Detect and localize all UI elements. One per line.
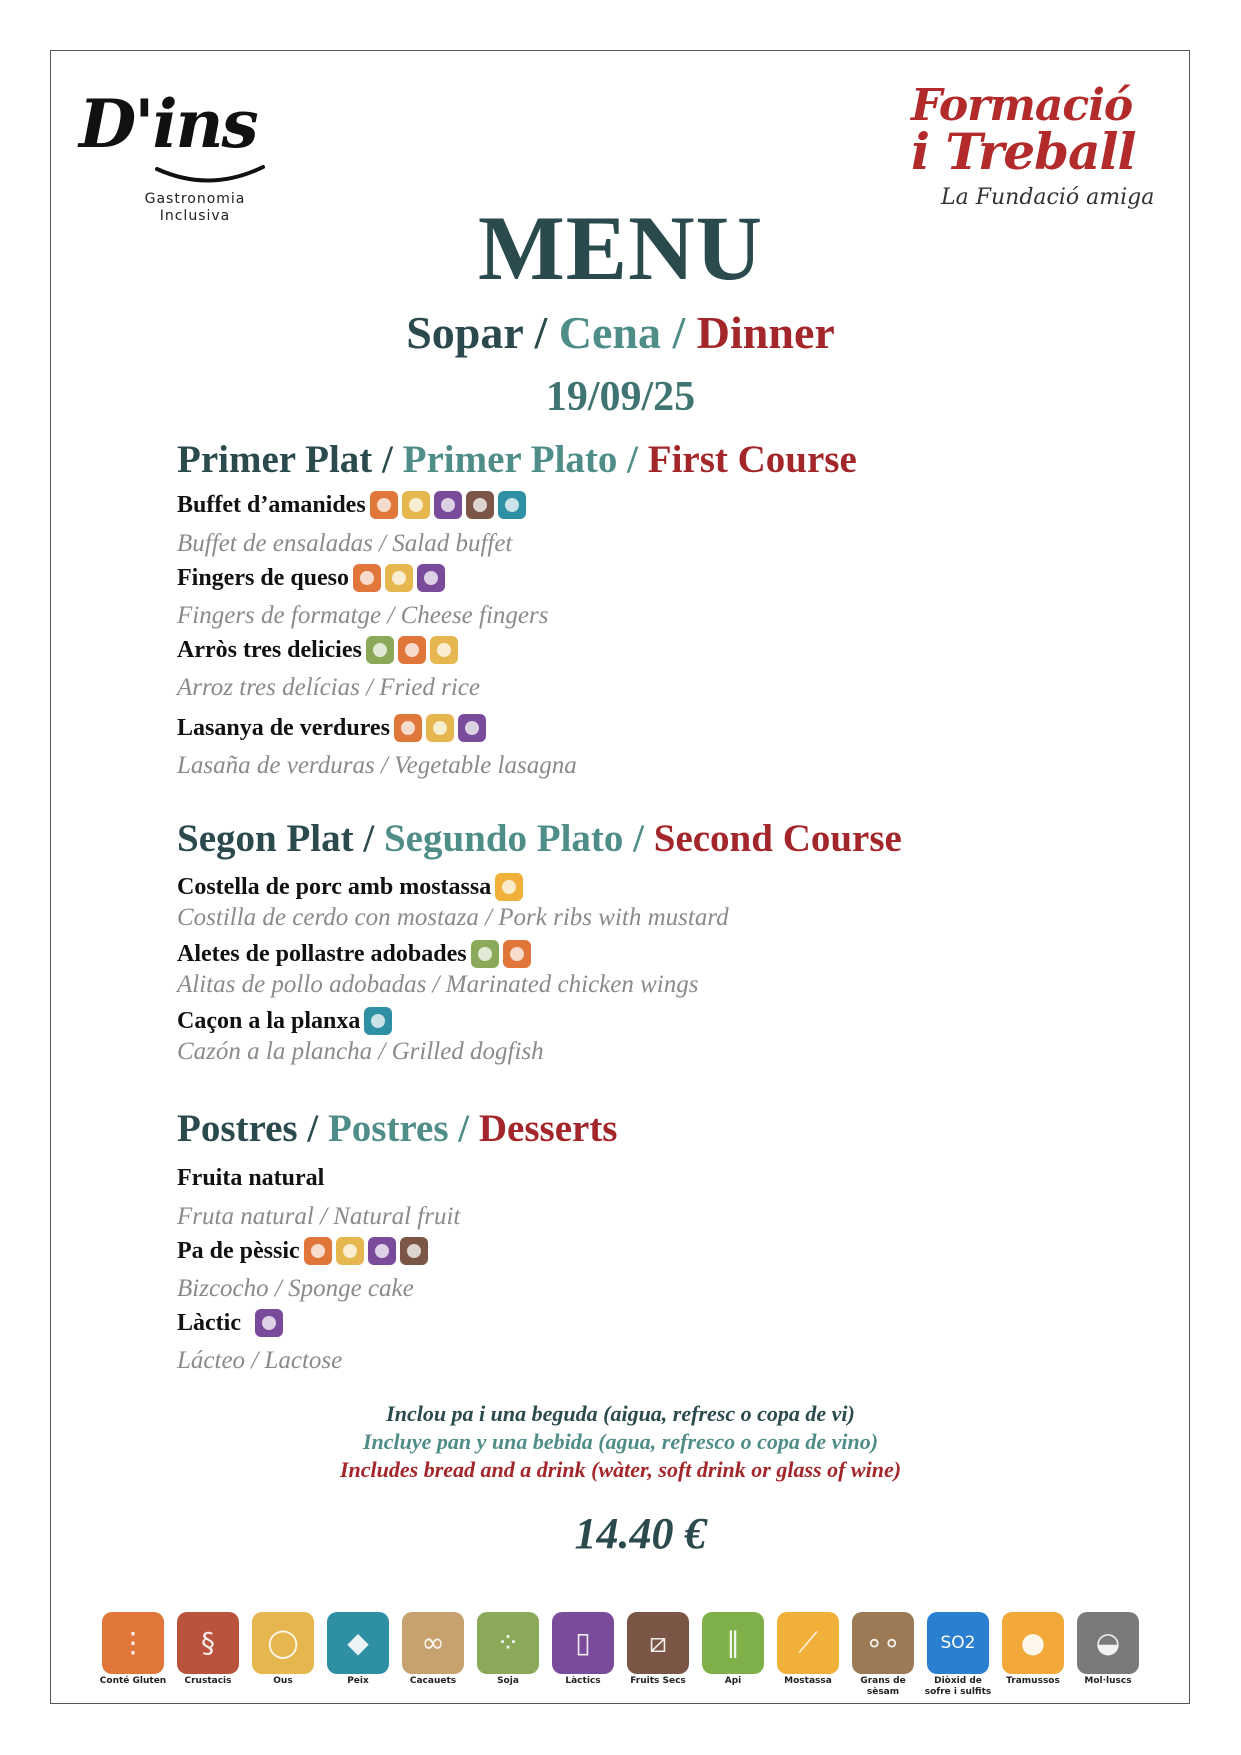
gluten-icon xyxy=(353,564,381,592)
menu-item xyxy=(177,1308,283,1338)
milk-icon: ▯ xyxy=(552,1612,614,1674)
menu-item xyxy=(177,635,458,665)
dish-description: Cazón a la plancha / Grilled dogfish xyxy=(177,1038,544,1065)
dish-description: Fingers de formatge / Cheese fingers xyxy=(177,602,549,629)
nuts-icon: ⧄ xyxy=(627,1612,689,1674)
section-heading-first-course: Primer Plat / Primer Plato / First Course xyxy=(177,438,857,481)
fish-icon xyxy=(498,491,526,519)
dins-logo-swoosh xyxy=(155,163,265,189)
menu-item xyxy=(177,490,526,520)
menu-price: 14.40 € xyxy=(574,1509,707,1558)
milk-icon xyxy=(434,491,462,519)
meal-subtitle: Sopar / Cena / Dinner xyxy=(406,307,835,358)
menu-item xyxy=(177,1163,324,1193)
dish-name: Lasanya de verdures xyxy=(177,715,390,741)
dish-description: Lasaña de verduras / Vegetable lasagna xyxy=(177,752,577,779)
legend-item-peanuts: ∞ Cacauets xyxy=(395,1612,471,1687)
dish-name: Aletes de pollastre adobades xyxy=(177,941,467,967)
gluten-icon xyxy=(394,714,422,742)
page-title: MENU xyxy=(477,197,764,299)
dins-logo-word: D'ins xyxy=(79,85,257,163)
legend-item-crustaceans: § Crustacis xyxy=(170,1612,246,1687)
legend-item-sulphites: SO2 Diòxid de sofre i sulfits xyxy=(920,1612,996,1698)
legend-item-fish: ◆ Peix xyxy=(320,1612,396,1687)
menu-date: 19/09/25 xyxy=(545,374,696,420)
nuts-icon xyxy=(400,1237,428,1265)
fit-logo-line2: i Treball xyxy=(911,122,1136,181)
legend-item-mustard: ⟋ Mostassa xyxy=(770,1612,846,1687)
note-spanish: Incluye pan y una bebida (agua, refresco o copa de vino) xyxy=(362,1429,879,1454)
legend-item-eggs: ◯ Ous xyxy=(245,1612,321,1687)
egg-icon xyxy=(426,714,454,742)
egg-icon xyxy=(336,1237,364,1265)
gluten-icon xyxy=(370,491,398,519)
menu-item xyxy=(177,1236,428,1266)
nuts-icon xyxy=(466,491,494,519)
allergen-legend xyxy=(95,1612,1155,1707)
gluten-icon: ⋮ xyxy=(102,1612,164,1674)
egg-icon: ◯ xyxy=(252,1612,314,1674)
legend-item-lupin: ● Tramussos xyxy=(995,1612,1071,1687)
mustard-icon: ⟋ xyxy=(777,1612,839,1674)
fit-logo-tagline: La Fundació amiga xyxy=(941,185,1155,210)
soy-icon xyxy=(471,940,499,968)
dish-name: Làctic xyxy=(177,1310,241,1336)
dins-logo-subtitle: Gastronomia Inclusiva xyxy=(144,191,246,224)
milk-icon xyxy=(458,714,486,742)
note-catalan: Inclou pa i una beguda (aigua, refresc o copa de vi) xyxy=(386,1401,855,1426)
menu-item xyxy=(177,1006,392,1036)
egg-icon xyxy=(402,491,430,519)
dish-name: Buffet d’amanides xyxy=(177,492,366,518)
dish-name: Pa de pèssic xyxy=(177,1238,300,1264)
dish-description: Fruta natural / Natural fruit xyxy=(177,1203,461,1230)
lupin-icon: ● xyxy=(1002,1612,1064,1674)
gluten-icon xyxy=(398,636,426,664)
dish-description: Alitas de pollo adobadas / Marinated chicken wings xyxy=(177,971,699,998)
soy-icon: ⁘ xyxy=(477,1612,539,1674)
fish-icon: ◆ xyxy=(327,1612,389,1674)
legend-item-celery: ∥ Api xyxy=(695,1612,771,1687)
menu-item xyxy=(177,939,531,969)
celery-icon: ∥ xyxy=(702,1612,764,1674)
legend-item-nuts: ⧄ Fruits Secs xyxy=(620,1612,696,1687)
egg-icon xyxy=(430,636,458,664)
section-heading-desserts: Postres / Postres / Desserts xyxy=(177,1107,618,1150)
peanut-icon: ∞ xyxy=(402,1612,464,1674)
menu-item xyxy=(177,713,486,743)
fit-logo-line1: Formació xyxy=(911,80,1133,131)
fish-icon xyxy=(364,1007,392,1035)
sulphite-icon: SO2 xyxy=(927,1612,989,1674)
egg-icon xyxy=(385,564,413,592)
dish-name: Fingers de queso xyxy=(177,565,350,591)
sesame-icon: ∘∘ xyxy=(852,1612,914,1674)
section-heading-second-course: Segon Plat / Segundo Plato / Second Course xyxy=(177,817,902,860)
gluten-icon xyxy=(304,1237,332,1265)
note-english: Includes bread and a drink (wàter, soft drink or glass of wine) xyxy=(339,1457,902,1482)
milk-icon xyxy=(368,1237,396,1265)
dish-name: Costella de porc amb mostassa xyxy=(177,874,492,900)
legend-item-dairy: ▯ Làctics xyxy=(545,1612,621,1687)
mustard-icon xyxy=(495,873,523,901)
dish-description: Buffet de ensaladas / Salad buffet xyxy=(177,530,513,557)
soy-icon xyxy=(366,636,394,664)
dish-description: Bizcocho / Sponge cake xyxy=(177,1275,414,1302)
milk-icon xyxy=(417,564,445,592)
dish-name: Caçon a la planxa xyxy=(177,1008,361,1034)
legend-item-soy: ⁘ Soja xyxy=(470,1612,546,1687)
menu-item xyxy=(177,872,523,902)
crustacean-icon: § xyxy=(177,1612,239,1674)
dish-description: Lácteo / Lactose xyxy=(177,1347,343,1374)
legend-item-sesame: ∘∘ Grans de sèsam xyxy=(845,1612,921,1698)
dish-name: Arròs tres delicies xyxy=(177,637,362,663)
milk-icon xyxy=(255,1309,283,1337)
legend-item-molluscs: ◒ Mol·luscs xyxy=(1070,1612,1146,1687)
dish-description: Costilla de cerdo con mostaza / Pork ribs with mustard xyxy=(177,904,729,931)
dish-name: Fruita natural xyxy=(177,1165,325,1191)
legend-item-gluten: ⋮ Conté Gluten xyxy=(95,1612,171,1687)
dish-description: Arroz tres delícias / Fried rice xyxy=(177,674,480,701)
mollusc-icon: ◒ xyxy=(1077,1612,1139,1674)
gluten-icon xyxy=(503,940,531,968)
menu-item xyxy=(177,563,445,593)
